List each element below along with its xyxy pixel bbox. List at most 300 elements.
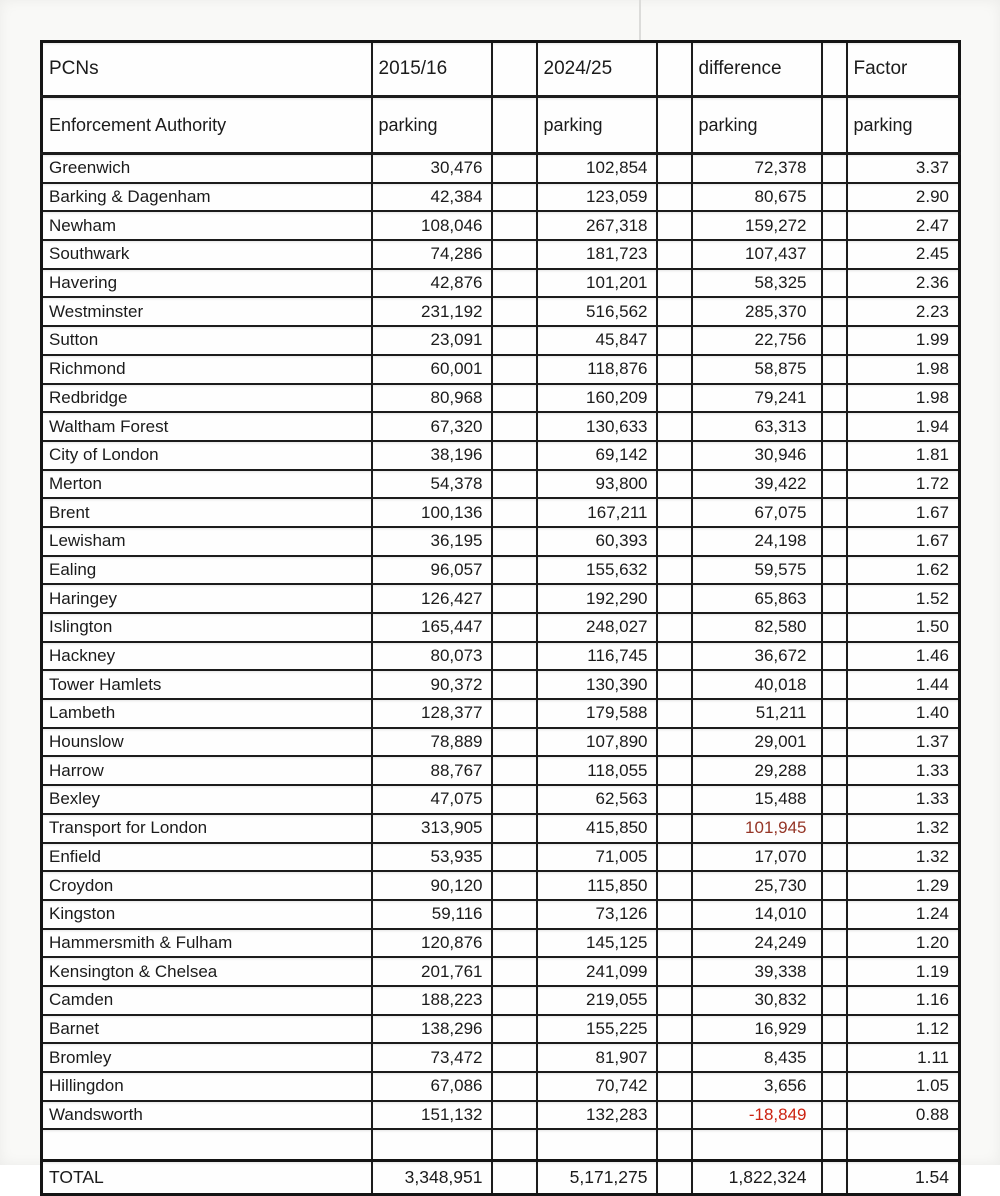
spacer-cell [822, 929, 847, 958]
cell-authority: Islington [42, 613, 372, 642]
spacer-cell [492, 384, 537, 413]
table-row [42, 1101, 960, 1130]
spacer-cell [657, 154, 692, 183]
cell-authority: Greenwich [42, 154, 372, 183]
table-row [42, 642, 960, 671]
spacer-cell [657, 584, 692, 613]
cell-2015-16: 74,286 [372, 240, 492, 269]
spacer-cell [492, 728, 537, 757]
cell-2024-25: 241,099 [537, 957, 657, 986]
spacer-cell [657, 269, 692, 298]
table-row [42, 900, 960, 929]
spacer-cell [822, 785, 847, 814]
spacer-cell [492, 183, 537, 212]
spacer-cell [822, 412, 847, 441]
cell-authority: Southwark [42, 240, 372, 269]
cell-2024-25: 45,847 [537, 326, 657, 355]
cell-2024-25: 69,142 [537, 441, 657, 470]
spacer-cell [492, 699, 537, 728]
cell-2024-25: 516,562 [537, 297, 657, 326]
cell-factor: 1.62 [847, 556, 960, 585]
header-row-subtitles [42, 97, 960, 154]
cell-authority: Havering [42, 269, 372, 298]
spacer-cell [657, 1015, 692, 1044]
cell-2024-25: 107,890 [537, 728, 657, 757]
cell-2015-16: 60,001 [372, 355, 492, 384]
spacer-cell [657, 355, 692, 384]
cell-difference: -18,849 [692, 1101, 822, 1130]
spacer-cell [492, 814, 537, 843]
spacer-cell [492, 527, 537, 556]
cell-difference: 17,070 [692, 843, 822, 872]
cell-difference: 16,929 [692, 1015, 822, 1044]
spacer-cell [657, 441, 692, 470]
cell-factor: 1.37 [847, 728, 960, 757]
cell-2015-16: 201,761 [372, 957, 492, 986]
cell-2024-25: 267,318 [537, 211, 657, 240]
table-row [42, 814, 960, 843]
spacer-cell [822, 297, 847, 326]
spacer-cell [657, 42, 692, 97]
spacer-cell [822, 441, 847, 470]
spacer-cell [492, 412, 537, 441]
spacer-cell [657, 384, 692, 413]
spacer-cell [657, 412, 692, 441]
spacer-cell [657, 556, 692, 585]
table-row [42, 211, 960, 240]
cell-2024-25: 130,390 [537, 670, 657, 699]
cell-2024-25: 81,907 [537, 1043, 657, 1072]
cell-authority: Camden [42, 986, 372, 1015]
cell-2024-25: 123,059 [537, 183, 657, 212]
spacer-cell [492, 1161, 537, 1195]
cell-factor: 2.90 [847, 183, 960, 212]
cell-2015-16: 96,057 [372, 556, 492, 585]
table-row [42, 929, 960, 958]
spacer-cell [492, 297, 537, 326]
cell-authority: City of London [42, 441, 372, 470]
spacer-cell [657, 814, 692, 843]
spacer-cell [492, 498, 537, 527]
spacer-cell [822, 1129, 847, 1161]
cell-authority: Lewisham [42, 527, 372, 556]
cell-authority: Lambeth [42, 699, 372, 728]
cell-2015-16: 42,384 [372, 183, 492, 212]
table-row [42, 498, 960, 527]
cell-authority: Hillingdon [42, 1072, 372, 1101]
cell-authority: Hammersmith & Fulham [42, 929, 372, 958]
spacer-cell [822, 584, 847, 613]
cell-2015-16: 47,075 [372, 785, 492, 814]
cell-difference: 39,422 [692, 470, 822, 499]
spacer-cell [822, 211, 847, 240]
spacer-cell [492, 441, 537, 470]
cell-difference: 63,313 [692, 412, 822, 441]
cell-authority: Harrow [42, 756, 372, 785]
spacer-cell [492, 785, 537, 814]
spacer-cell [822, 384, 847, 413]
spacer-cell [657, 756, 692, 785]
cell-2015-16: 30,476 [372, 154, 492, 183]
table-row [42, 326, 960, 355]
spacer-cell [822, 670, 847, 699]
spacer-cell [492, 556, 537, 585]
cell-difference: 40,018 [692, 670, 822, 699]
cell-factor: 1.99 [847, 326, 960, 355]
spacer-cell [657, 97, 692, 154]
cell-difference: 65,863 [692, 584, 822, 613]
cell-authority: Newham [42, 211, 372, 240]
table-row [42, 240, 960, 269]
cell-authority: Tower Hamlets [42, 670, 372, 699]
spacer-cell [657, 470, 692, 499]
cell-2015-16: 67,320 [372, 412, 492, 441]
cell-2015-16: 42,876 [372, 269, 492, 298]
cell-difference: 285,370 [692, 297, 822, 326]
cell-difference: 51,211 [692, 699, 822, 728]
cell-factor: 1.20 [847, 929, 960, 958]
cell-difference: 58,875 [692, 355, 822, 384]
cell-2024-25: 62,563 [537, 785, 657, 814]
cell-factor: 0.88 [847, 1101, 960, 1130]
spacer-cell [492, 355, 537, 384]
cell-2015-16: 38,196 [372, 441, 492, 470]
cell-2024-25: 5,171,275 [537, 1161, 657, 1195]
table-row [42, 355, 960, 384]
cell-2024-25: 219,055 [537, 986, 657, 1015]
spacer-cell [492, 326, 537, 355]
spacer-cell [657, 785, 692, 814]
cell-2024-25: 155,225 [537, 1015, 657, 1044]
cell-difference: 24,198 [692, 527, 822, 556]
cell-2024-25: 101,201 [537, 269, 657, 298]
cell-authority: Wandsworth [42, 1101, 372, 1130]
spacer-cell [657, 211, 692, 240]
spacer-cell [492, 670, 537, 699]
spacer-cell [492, 871, 537, 900]
cell-difference: 39,338 [692, 957, 822, 986]
cell-factor: 1.11 [847, 1043, 960, 1072]
spacer-cell [492, 1043, 537, 1072]
spacer-cell [492, 1129, 537, 1161]
header-enforcement-authority: Enforcement Authority [42, 97, 372, 154]
cell-2015-16: 36,195 [372, 527, 492, 556]
spacer-cell [822, 957, 847, 986]
cell-2015-16: 108,046 [372, 211, 492, 240]
cell-authority: Bexley [42, 785, 372, 814]
cell-factor: 1.40 [847, 699, 960, 728]
spacer-cell [822, 470, 847, 499]
header-parking-diff: parking [692, 97, 822, 154]
cell-factor: 1.54 [847, 1161, 960, 1195]
cell-authority: TOTAL [42, 1161, 372, 1195]
cell-authority: Barnet [42, 1015, 372, 1044]
spacer-cell [822, 498, 847, 527]
spacer-cell [657, 498, 692, 527]
cell-2024-25: 71,005 [537, 843, 657, 872]
spacer-cell [822, 613, 847, 642]
header-year-2024-25: 2024/25 [537, 42, 657, 97]
cell-2015-16: 231,192 [372, 297, 492, 326]
cell-difference: 29,001 [692, 728, 822, 757]
cell-authority: Barking & Dagenham [42, 183, 372, 212]
cell-authority: Brent [42, 498, 372, 527]
spacer-cell [822, 1101, 847, 1130]
cell-difference: 79,241 [692, 384, 822, 413]
cell-authority: Sutton [42, 326, 372, 355]
cell-difference: 30,832 [692, 986, 822, 1015]
spacer-cell [492, 1072, 537, 1101]
cell-authority: Waltham Forest [42, 412, 372, 441]
table-row [42, 1015, 960, 1044]
table-row [42, 957, 960, 986]
total-row [42, 1161, 960, 1195]
cell-difference: 67,075 [692, 498, 822, 527]
cell-factor: 1.24 [847, 900, 960, 929]
cell-2015-16: 151,132 [372, 1101, 492, 1130]
spacer-cell [822, 871, 847, 900]
cell-2024-25: 192,290 [537, 584, 657, 613]
table-row [42, 843, 960, 872]
table-row [42, 1072, 960, 1101]
spacer-cell [492, 929, 537, 958]
cell-difference: 30,946 [692, 441, 822, 470]
cell-2015-16: 3,348,951 [372, 1161, 492, 1195]
cell-factor: 1.72 [847, 470, 960, 499]
table-row [42, 728, 960, 757]
spacer-cell [492, 986, 537, 1015]
cell-difference: 72,378 [692, 154, 822, 183]
cell-2024-25: 118,055 [537, 756, 657, 785]
spacer-cell [822, 527, 847, 556]
cell-2015-16: 90,372 [372, 670, 492, 699]
spacer-cell [822, 728, 847, 757]
cell-2015-16: 78,889 [372, 728, 492, 757]
cell-factor: 1.67 [847, 498, 960, 527]
table-row [42, 756, 960, 785]
cell-factor: 1.81 [847, 441, 960, 470]
cell-2024-25: 130,633 [537, 412, 657, 441]
cell-difference: 24,249 [692, 929, 822, 958]
header-parking-factor: parking [847, 97, 960, 154]
cell-factor: 1.44 [847, 670, 960, 699]
cell-2015-16 [372, 1129, 492, 1161]
cell-factor: 1.67 [847, 527, 960, 556]
spacer-cell [822, 97, 847, 154]
spacer-cell [492, 756, 537, 785]
spacer-cell [657, 326, 692, 355]
cell-2015-16: 120,876 [372, 929, 492, 958]
cell-2015-16: 80,073 [372, 642, 492, 671]
cell-2015-16: 80,968 [372, 384, 492, 413]
cell-2024-25: 160,209 [537, 384, 657, 413]
spacer-cell [492, 211, 537, 240]
cell-authority: Richmond [42, 355, 372, 384]
spacer-cell [492, 900, 537, 929]
spacer-cell [657, 183, 692, 212]
table-row [42, 986, 960, 1015]
cell-2015-16: 23,091 [372, 326, 492, 355]
cell-difference: 14,010 [692, 900, 822, 929]
cell-2024-25: 102,854 [537, 154, 657, 183]
cell-2015-16: 165,447 [372, 613, 492, 642]
cell-2024-25: 145,125 [537, 929, 657, 958]
cell-factor: 1.33 [847, 756, 960, 785]
table-row [42, 670, 960, 699]
spacer-cell [822, 183, 847, 212]
cell-factor: 1.05 [847, 1072, 960, 1101]
cell-2015-16: 88,767 [372, 756, 492, 785]
cell-difference [692, 1129, 822, 1161]
pcn-table [40, 40, 961, 1196]
cell-2015-16: 128,377 [372, 699, 492, 728]
spacer-cell [822, 42, 847, 97]
cell-difference: 3,656 [692, 1072, 822, 1101]
cell-difference: 25,730 [692, 871, 822, 900]
spacer-cell [492, 269, 537, 298]
table-row [42, 1043, 960, 1072]
table-row [42, 412, 960, 441]
cell-2015-16: 188,223 [372, 986, 492, 1015]
spacer-cell [657, 728, 692, 757]
cell-difference: 80,675 [692, 183, 822, 212]
cell-2024-25: 167,211 [537, 498, 657, 527]
cell-2015-16: 59,116 [372, 900, 492, 929]
cell-difference: 107,437 [692, 240, 822, 269]
cell-factor: 1.32 [847, 843, 960, 872]
cell-factor: 1.32 [847, 814, 960, 843]
header-parking-2024: parking [537, 97, 657, 154]
spacer-cell [492, 97, 537, 154]
cell-factor [847, 1129, 960, 1161]
cell-difference: 8,435 [692, 1043, 822, 1072]
cell-factor: 1.98 [847, 355, 960, 384]
spacer-cell [822, 240, 847, 269]
spacer-cell [492, 154, 537, 183]
spacer-cell [822, 154, 847, 183]
table-row [42, 699, 960, 728]
cell-2024-25: 93,800 [537, 470, 657, 499]
spacer-cell [492, 1101, 537, 1130]
spacer-cell [492, 42, 537, 97]
spacer-cell [822, 1015, 847, 1044]
cell-authority: Transport for London [42, 814, 372, 843]
spacer-cell [657, 1101, 692, 1130]
cell-factor: 2.47 [847, 211, 960, 240]
cell-factor: 1.94 [847, 412, 960, 441]
cell-2015-16: 90,120 [372, 871, 492, 900]
spacer-cell [822, 843, 847, 872]
cell-2024-25: 115,850 [537, 871, 657, 900]
spacer-cell [657, 843, 692, 872]
spacer-cell [657, 929, 692, 958]
cell-2015-16: 54,378 [372, 470, 492, 499]
spacer-cell [822, 699, 847, 728]
cell-difference: 159,272 [692, 211, 822, 240]
cell-2015-16: 138,296 [372, 1015, 492, 1044]
spacer-cell [657, 297, 692, 326]
cell-difference: 15,488 [692, 785, 822, 814]
cell-2015-16: 53,935 [372, 843, 492, 872]
cell-2015-16: 100,136 [372, 498, 492, 527]
cell-2024-25: 116,745 [537, 642, 657, 671]
cell-authority: Hackney [42, 642, 372, 671]
header-pcns: PCNs [42, 42, 372, 97]
scan-artifact-line [639, 0, 641, 40]
cell-2024-25: 70,742 [537, 1072, 657, 1101]
table-header [42, 42, 960, 154]
header-row-titles [42, 42, 960, 97]
cell-2024-25: 415,850 [537, 814, 657, 843]
spacer-cell [822, 355, 847, 384]
spacer-cell [657, 670, 692, 699]
cell-2015-16: 313,905 [372, 814, 492, 843]
cell-2024-25: 179,588 [537, 699, 657, 728]
spacer-cell [657, 1043, 692, 1072]
cell-difference: 29,288 [692, 756, 822, 785]
table-body [42, 154, 960, 1195]
header-factor: Factor [847, 42, 960, 97]
cell-2024-25: 73,126 [537, 900, 657, 929]
cell-factor: 1.19 [847, 957, 960, 986]
spacer-cell [657, 1129, 692, 1161]
spacer-cell [657, 613, 692, 642]
cell-authority: Kensington & Chelsea [42, 957, 372, 986]
cell-authority: Redbridge [42, 384, 372, 413]
cell-2015-16: 67,086 [372, 1072, 492, 1101]
cell-2024-25 [537, 1129, 657, 1161]
header-difference: difference [692, 42, 822, 97]
spacer-cell [492, 470, 537, 499]
cell-2024-25: 118,876 [537, 355, 657, 384]
cell-2024-25: 181,723 [537, 240, 657, 269]
spacer-cell [822, 986, 847, 1015]
table-row [42, 384, 960, 413]
cell-factor: 1.16 [847, 986, 960, 1015]
spacer-cell [822, 269, 847, 298]
cell-difference: 1,822,324 [692, 1161, 822, 1195]
spacer-cell [657, 527, 692, 556]
spacer-cell [822, 900, 847, 929]
spacer-cell [657, 1072, 692, 1101]
cell-factor: 1.98 [847, 384, 960, 413]
cell-difference: 59,575 [692, 556, 822, 585]
cell-factor: 1.33 [847, 785, 960, 814]
table-row [42, 183, 960, 212]
spacer-cell [657, 900, 692, 929]
table-row [42, 470, 960, 499]
spacer-cell [657, 699, 692, 728]
table-row [42, 297, 960, 326]
spacer-cell [822, 1161, 847, 1195]
spacer-cell [492, 957, 537, 986]
cell-authority: Westminster [42, 297, 372, 326]
spacer-cell [657, 986, 692, 1015]
blank-row [42, 1129, 960, 1161]
table-row [42, 556, 960, 585]
cell-authority: Haringey [42, 584, 372, 613]
table-row [42, 441, 960, 470]
spacer-cell [822, 642, 847, 671]
cell-factor: 1.46 [847, 642, 960, 671]
table-row [42, 871, 960, 900]
cell-factor: 2.23 [847, 297, 960, 326]
spacer-cell [657, 957, 692, 986]
spacer-cell [822, 1072, 847, 1101]
cell-factor: 2.36 [847, 269, 960, 298]
spacer-cell [657, 871, 692, 900]
spacer-cell [822, 756, 847, 785]
